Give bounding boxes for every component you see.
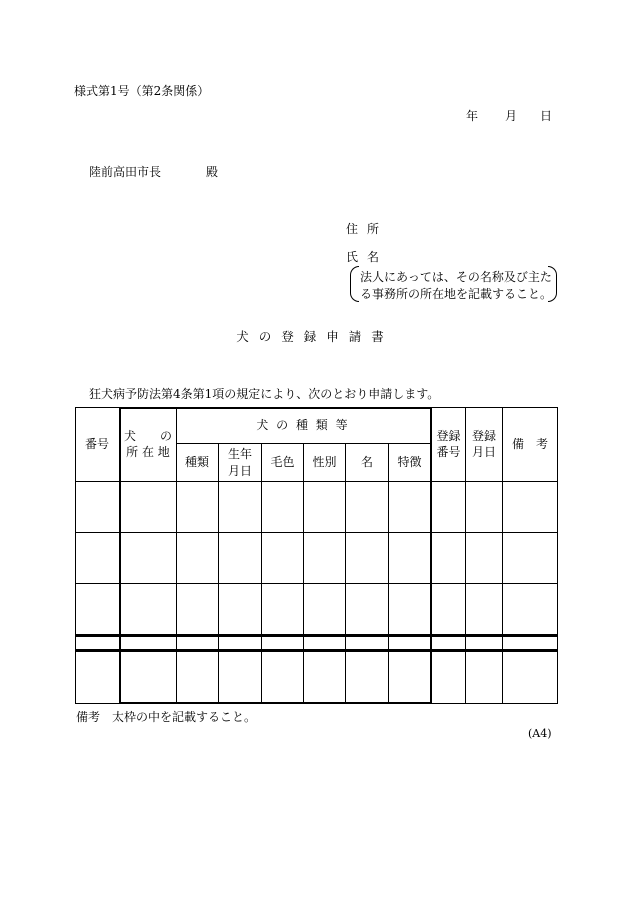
header-location bbox=[120, 407, 176, 481]
header-reg-date bbox=[466, 407, 502, 481]
col-divider bbox=[345, 443, 346, 704]
row-divider bbox=[75, 532, 558, 533]
corporate-note-line2: る事務所の所在地を記載すること。 bbox=[360, 287, 553, 301]
break-line-bottom bbox=[75, 649, 558, 652]
intro-text: 狂犬病予防法第4条第1項の規定により、次のとおり申請します。 bbox=[89, 387, 440, 401]
bold-frame-bottom bbox=[119, 702, 432, 704]
header-reg-number-line1: 登録 bbox=[436, 428, 461, 443]
note-left-bracket bbox=[350, 266, 359, 302]
header-birth-date bbox=[219, 444, 261, 481]
header-remarks: 備 考 bbox=[511, 436, 548, 451]
date-year: 年 bbox=[466, 109, 479, 123]
corporate-note-line1: 法人にあっては、その名称及び主た bbox=[360, 270, 552, 284]
registration-table bbox=[75, 407, 558, 704]
header-bottom-border bbox=[75, 481, 558, 482]
header-birth-line1: 生年 bbox=[227, 447, 252, 462]
document-title: 犬の登録申請書 bbox=[236, 329, 394, 344]
header-sex: 性別 bbox=[312, 455, 337, 470]
form-number: 様式第1号（第2条関係） bbox=[74, 84, 210, 98]
date-month: 月 bbox=[505, 109, 518, 123]
header-reg-number-line2: 番号 bbox=[436, 445, 461, 459]
date-day: 日 bbox=[540, 109, 553, 123]
addressee-suffix: 殿 bbox=[206, 165, 219, 179]
col-divider bbox=[388, 443, 389, 704]
header-reg-date-line1: 登録 bbox=[471, 428, 496, 443]
header-features: 特徴 bbox=[397, 455, 422, 470]
col-divider bbox=[261, 443, 262, 704]
name-label: 氏名 bbox=[346, 250, 389, 264]
row-divider bbox=[75, 583, 558, 584]
header-coat-color: 毛色 bbox=[270, 455, 295, 470]
header-dog-type-group: 犬 の 種 類 等 bbox=[256, 417, 350, 432]
header-reg-number bbox=[432, 407, 465, 481]
break-line-top bbox=[75, 634, 558, 637]
header-reg-date-line2: 月日 bbox=[471, 445, 496, 459]
header-location-line2: 所 在 地 bbox=[126, 445, 170, 459]
header-dog-name: 名 bbox=[360, 455, 373, 470]
footer-remarks: 備考 太枠の中を記載すること。 bbox=[76, 710, 257, 724]
col-divider bbox=[218, 443, 219, 704]
address-label: 住所 bbox=[346, 222, 389, 236]
col-divider bbox=[303, 443, 304, 704]
table-right-border bbox=[557, 407, 558, 704]
addressee-name: 陸前高田市長 bbox=[89, 165, 162, 179]
header-breed: 種類 bbox=[184, 455, 209, 470]
header-location-line1: 犬 の bbox=[123, 428, 172, 443]
header-number: 番号 bbox=[84, 436, 109, 451]
header-birth-line2: 月日 bbox=[227, 463, 252, 478]
paper-size: (A4) bbox=[528, 727, 552, 740]
